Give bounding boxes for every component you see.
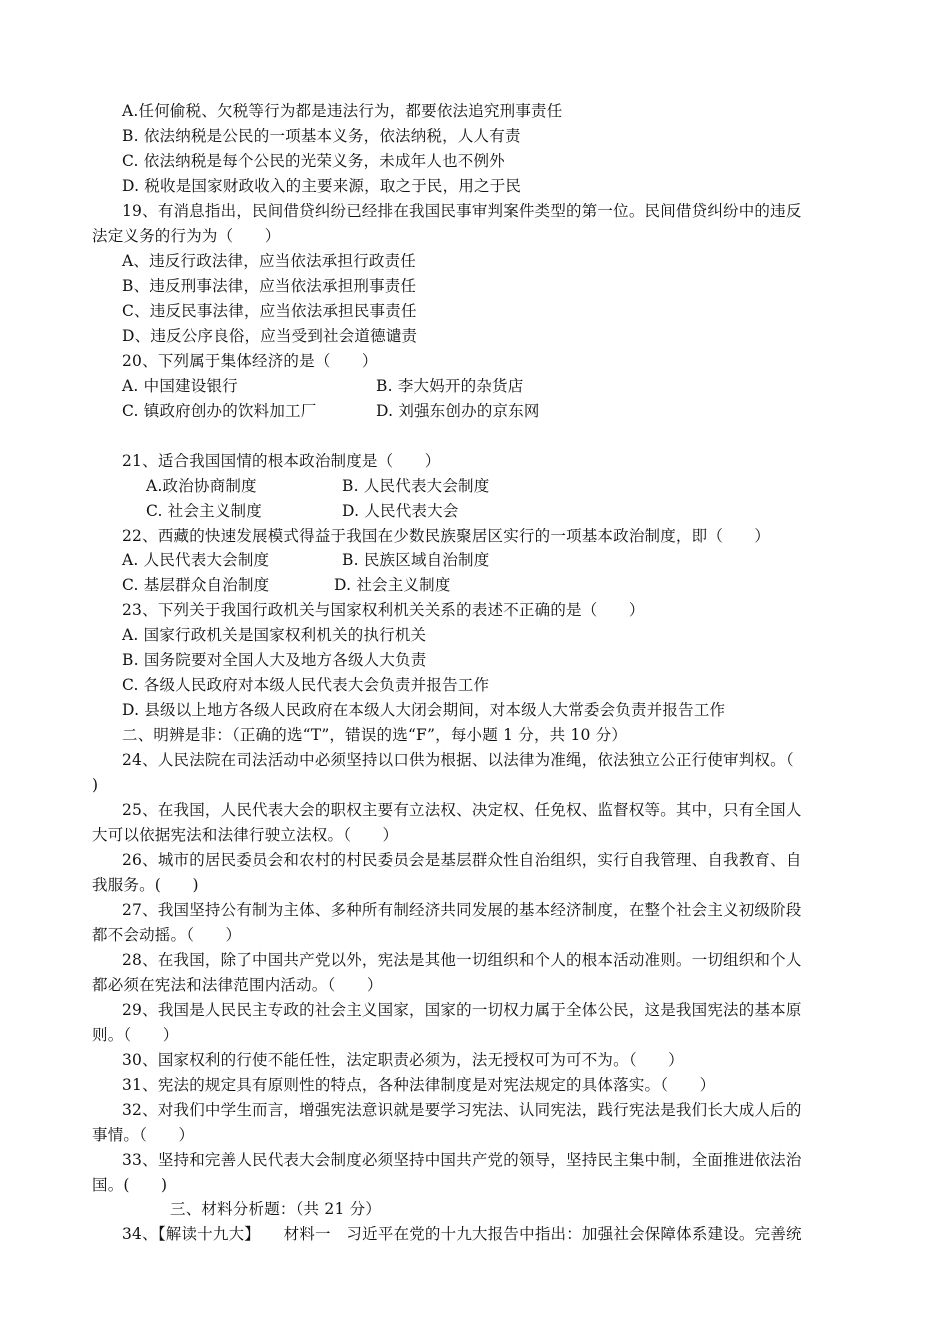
q33-line1: 33、坚持和完善人民代表大会制度必须坚持中国共产党的领导，坚持民主集中制，全面推进依法治 — [122, 1151, 802, 1169]
q23-stem: 23、下列关于我国行政机关与国家权利机关关系的表述不正确的是（ ） — [122, 601, 645, 619]
q20-option-c: C. 镇政府创办的饮料加工厂 — [122, 402, 317, 420]
q20-option-a: A. 中国建设银行 — [122, 377, 238, 395]
q24-line2: ) — [92, 776, 99, 794]
q22-option-c: C. 基层群众自治制度 — [122, 576, 270, 594]
q22-stem: 22、西藏的快速发展模式得益于我国在少数民族聚居区实行的一项基本政治制度，即（ ） — [122, 527, 771, 545]
q19-option-a: A、违反行政法律，应当依法承担行政责任 — [122, 252, 416, 270]
q21-option-d: D. 人民代表大会 — [342, 502, 459, 520]
q31: 31、宪法的规定具有原则性的特点，各种法律制度是对宪法规定的具体落实。（ ） — [122, 1076, 716, 1094]
q18-option-a: A.任何偷税、欠税等行为都是违法行为，都要依法追究刑事责任 — [122, 102, 563, 120]
q20-option-d: D. 刘强东创办的京东网 — [376, 402, 540, 420]
q27-line1: 27、我国坚持公有制为主体、多种所有制经济共同发展的基本经济制度，在整个社会主义初级阶段 — [122, 901, 802, 919]
q23-option-d: D. 县级以上地方各级人民政府在本级人大闭会期间，对本级人大常委会负责并报告工作 — [122, 701, 726, 719]
q19-stem-line1: 19、有消息指出，民间借贷纠纷已经排在我国民事审判案件类型的第一位。民间借贷纠纷中的违反 — [122, 202, 802, 220]
q29-line1: 29、我国是人民民主专政的社会主义国家，国家的一切权力属于全体公民，这是我国宪法的基本原 — [122, 1001, 802, 1019]
q28-line1: 28、在我国，除了中国共产党以外，宪法是其他一切组织和个人的根本活动准则。一切组织和个人 — [122, 951, 802, 969]
section3-heading: 三、材料分析题：（共 21 分） — [170, 1200, 382, 1218]
q26-line2: 我服务。( ) — [92, 876, 199, 894]
q34-line1: 34、【解读十九大】 材料一 习近平在党的十九大报告中指出：加强社会保障体系建设。完善统 — [122, 1225, 802, 1243]
q20-option-b: B. 李大妈开的杂货店 — [376, 377, 524, 395]
q25-line1: 25、在我国，人民代表大会的职权主要有立法权、决定权、任免权、监督权等。其中，只有全国人 — [122, 801, 802, 819]
q23-option-b: B. 国务院要对全国人大及地方各级人大负责 — [122, 651, 427, 669]
q24-line1: 24、人民法院在司法活动中必须坚持以口供为根据、以法律为准绳，依法独立公正行使审判权。（ — [122, 751, 794, 769]
q18-option-c: C. 依法纳税是每个公民的光荣义务，未成年人也不例外 — [122, 152, 505, 170]
q18-option-b: B. 依法纳税是公民的一项基本义务，依法纳税，人人有责 — [122, 127, 521, 145]
q22-option-d: D. 社会主义制度 — [334, 576, 451, 594]
q29-line2: 则。（ ） — [92, 1026, 179, 1044]
q33-line2: 国。( ) — [92, 1176, 168, 1194]
q23-option-c: C. 各级人民政府对本级人民代表大会负责并报告工作 — [122, 676, 490, 694]
q21-stem: 21、适合我国国情的根本政治制度是（ ） — [122, 452, 441, 470]
q28-line2: 都必须在宪法和法律范围内活动。（ ） — [92, 976, 383, 994]
q19-stem-line2: 法定义务的行为为（ ） — [92, 227, 281, 245]
q21-option-c: C. 社会主义制度 — [146, 502, 262, 520]
q20-stem: 20、下列属于集体经济的是（ ） — [122, 352, 378, 370]
q19-option-d: D、违反公序良俗，应当受到社会道德谴责 — [122, 327, 418, 345]
q27-line2: 都不会动摇。（ ） — [92, 926, 242, 944]
q30: 30、国家权利的行使不能任性，法定职责必须为，法无授权可为可不为。（ ） — [122, 1051, 684, 1069]
q21-option-a: A.政治协商制度 — [146, 477, 257, 495]
q19-option-b: B、违反刑事法律，应当依法承担刑事责任 — [122, 277, 417, 295]
q19-option-c: C、违反民事法律，应当依法承担民事责任 — [122, 302, 417, 320]
q22-option-a: A. 人民代表大会制度 — [122, 551, 270, 569]
section2-heading: 二、明辨是非：（正确的选“T”，错误的选“F”，每小题 1 分，共 10 分） — [122, 726, 628, 744]
q32-line2: 事情。（ ） — [92, 1126, 195, 1144]
q21-option-b: B. 人民代表大会制度 — [342, 477, 490, 495]
q18-option-d: D. 税收是国家财政收入的主要来源，取之于民，用之于民 — [122, 177, 522, 195]
q25-line2: 大可以依据宪法和法律行驶立法权。（ ） — [92, 826, 399, 844]
q22-option-b: B. 民族区域自治制度 — [342, 551, 490, 569]
q26-line1: 26、城市的居民委员会和农村的村民委员会是基层群众性自治组织，实行自我管理、自我教育、自 — [122, 851, 802, 869]
q32-line1: 32、对我们中学生而言，增强宪法意识就是要学习宪法、认同宪法，践行宪法是我们长大成人后的 — [122, 1101, 802, 1119]
q23-option-a: A. 国家行政机关是国家权利机关的执行机关 — [122, 626, 427, 644]
